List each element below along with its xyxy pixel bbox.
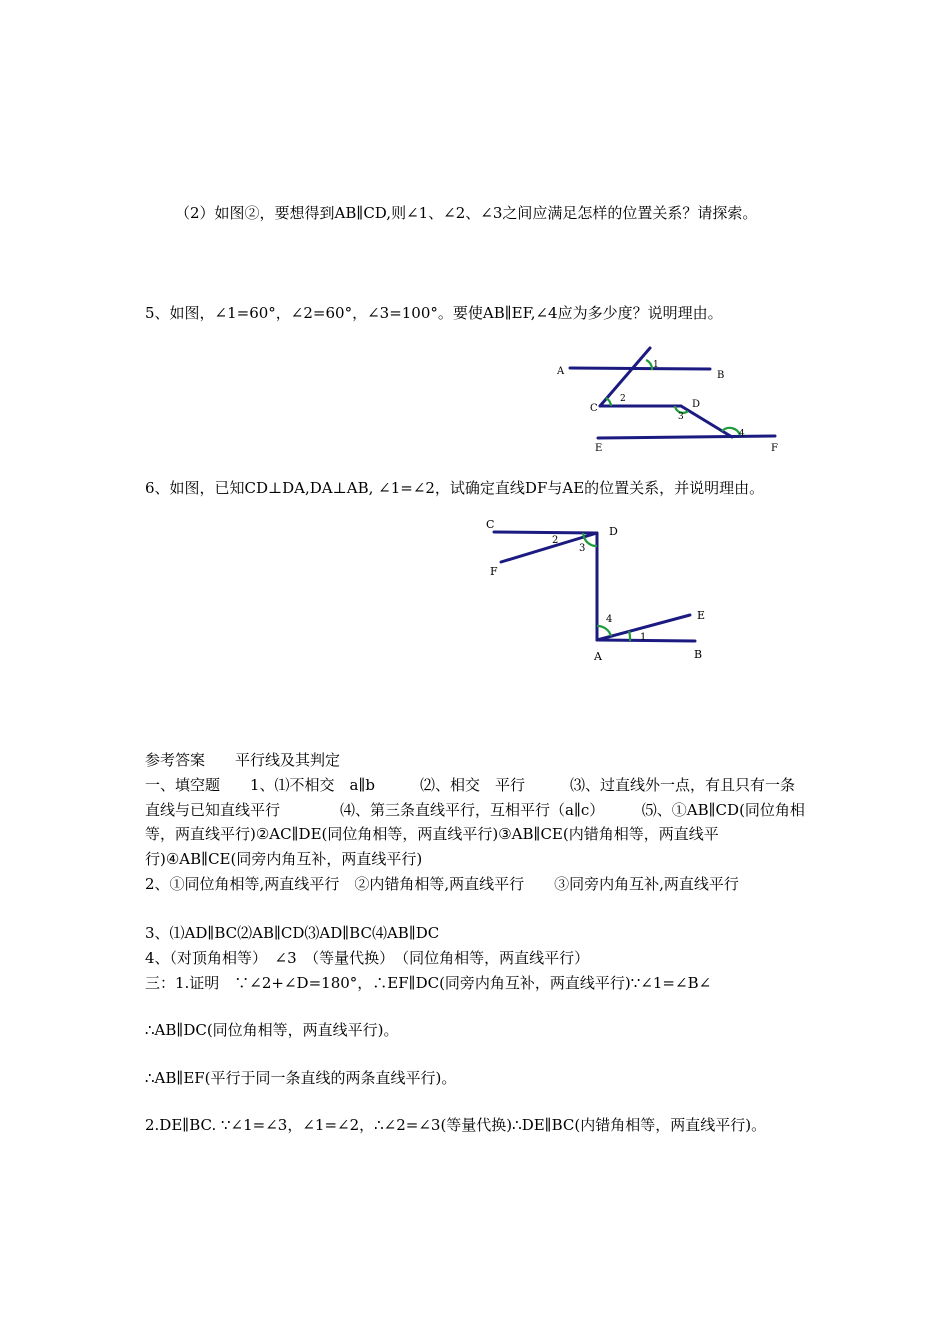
- question-6: 6、如图，已知CD⊥DA,DA⊥AB, ∠1=∠2，试确定直线DF与AE的位置关系，并说明理由。: [145, 479, 765, 497]
- question-4-part-2: （2）如图②，要想得到AB∥CD,则∠1、∠2、∠3之间应满足怎样的位置关系？请探索。: [175, 204, 758, 222]
- fig5-angle-1-label: 1: [653, 360, 659, 370]
- answers-fill-blank-1: 一、填空题 1、⑴不相交 a∥b ⑵、相交 平行 ⑶、过直线外一点，有且只有一条直线与已知直线平行 ⑷、第三条直线平行，互相平行（a∥c） ⑸、①AB∥CD(同位角相等，两直线平行)②AC∥DE(同位角相等，两直线平行)③AB∥CE(内错角相等，两直线平行)④AB∥CE(同旁内角互补，两直线平行): [145, 776, 805, 868]
- fig6-angle-4-arc: [597, 626, 611, 636]
- fig5-angle-3-label: 3: [678, 412, 684, 422]
- fig5-label-f: F: [771, 443, 778, 454]
- fig5-segment-d4: [681, 406, 732, 437]
- figure-5: [550, 345, 790, 460]
- fig6-line-cd: [494, 532, 597, 533]
- fig5-line-ab: [570, 368, 710, 369]
- question-5: 5、如图，∠1=60°，∠2=60°，∠3=100°。要使AB∥EF,∠4应为多少度？说明理由。: [145, 304, 723, 322]
- fig6-angle-1-label: 1: [640, 632, 647, 643]
- fig6-label-b: B: [694, 648, 703, 661]
- proof-1-line-1: 三：1.证明 ∵∠2+∠D=180°，∴EF∥DC(同旁内角互补，两直线平行)∵∠1=∠B∠: [145, 974, 712, 992]
- fig5-label-e: E: [595, 443, 603, 454]
- fig6-label-d: D: [609, 525, 618, 538]
- fig6-angle-2-arc: [583, 533, 584, 537]
- answers-item-4: 4、（对顶角相等） ∠3 （等量代换） （同位角相等，两直线平行）: [145, 949, 590, 967]
- fig5-angle-2-label: 2: [620, 394, 626, 404]
- fig6-angle-2-label: 2: [552, 535, 559, 546]
- fig6-label-c: C: [486, 518, 495, 531]
- fig6-angle-1-arc: [629, 631, 630, 641]
- answers-item-2: 2、①同位角相等,两直线平行 ②内错角相等,两直线平行 ③同旁内角互补,两直线平行: [145, 875, 739, 893]
- proof-1-line-3: ∴AB∥EF(平行于同一条直线的两条直线平行)。: [145, 1069, 457, 1087]
- fig5-angle-4-label: 4: [739, 429, 745, 439]
- proof-1-line-2: ∴AB∥DC(同位角相等，两直线平行)。: [145, 1021, 399, 1039]
- figure-6: [480, 515, 720, 665]
- fig6-angle-3-arc: [584, 537, 597, 546]
- proof-2: 2.DE∥BC. ∵∠1=∠3，∠1=∠2，∴∠2=∠3(等量代换)∴DE∥BC(内错角相等，两直线平行)。: [145, 1116, 767, 1134]
- answers-item-3: 3、⑴AD∥BC⑵AB∥CD⑶AD∥BC⑷AB∥DC: [145, 924, 440, 942]
- fig6-label-e: E: [697, 609, 706, 622]
- fig5-label-d: D: [692, 399, 701, 410]
- fig6-label-a: A: [594, 650, 602, 663]
- fig5-line-ef: [598, 436, 775, 438]
- fig6-angle-4-label: 4: [606, 614, 613, 625]
- fig6-angle-3-label: 3: [579, 543, 586, 554]
- fig6-label-f: F: [490, 565, 498, 578]
- fig5-label-c: C: [590, 403, 598, 414]
- answers-heading: 参考答案 平行线及其判定: [145, 751, 341, 769]
- fig5-label-b: B: [717, 370, 725, 381]
- fig5-label-a: A: [557, 366, 565, 377]
